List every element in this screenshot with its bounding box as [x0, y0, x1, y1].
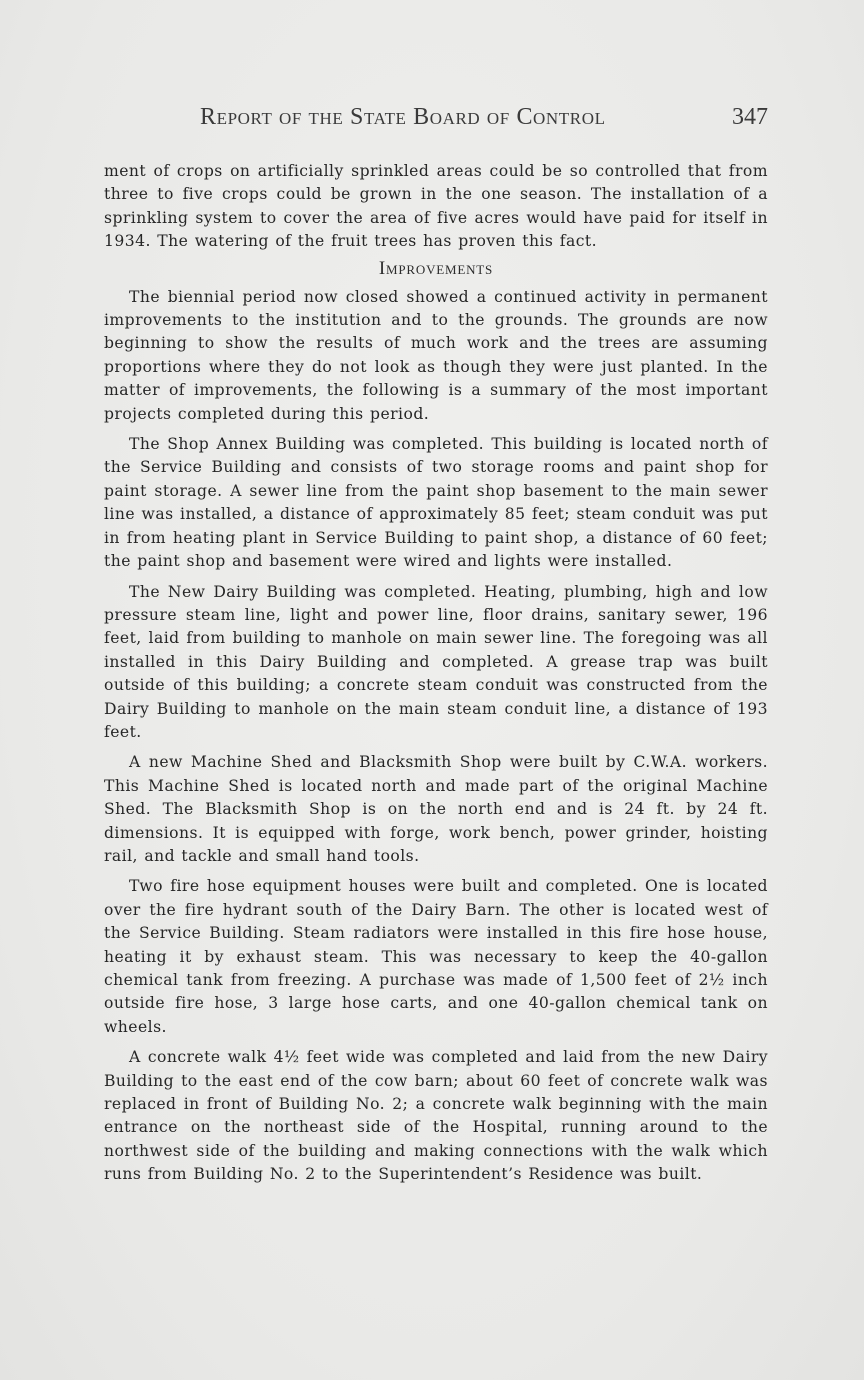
body-text	[104, 160, 768, 1194]
running-title: Report of the State Board of Control	[200, 104, 606, 130]
continued-paragraph: ment of crops on artificially sprinkled areas could be so controlled that from three to five crops could be grown in the one season. The installation of a sprinkling system to cover the area of five acres would have paid for itself in 1934. The watering of the fruit trees has proven this fact.	[104, 162, 768, 251]
paragraph-intro: The biennial period now closed showed a continued activity in permanent improvements to the institution and to the grounds. The grounds are now beginning to show the results of much work and the trees are assuming proportions where they do not look as though they were just planted. In the matter of improvements, the following is a summary of the most important projects completed during this period.	[104, 287, 768, 423]
paragraph-concrete-walk: A concrete walk 4½ feet wide was completed and laid from the new Dairy Building to the east end of the cow barn; about 60 feet of concrete walk was replaced in front of Building No. 2; a concrete walk beginning with the main entrance on the northeast side of the Hospital, running around to the northwest side of the building and making connections with the walk which runs from Building No. 2 to the Superintendent’s Residence was built.	[104, 1048, 768, 1184]
running-head	[104, 104, 768, 140]
paragraph-dairy-building: The New Dairy Building was completed. Heating, plumbing, high and low pressure steam line, light and power line, floor drains, sanitary sewer, 196 feet, laid from building to manhole on main sewer line. The foregoing was all installed in this Dairy Building and completed. A grease trap was built outside of this building; a concrete steam conduit was constructed from the Dairy Building to manhole on the main steam conduit line, a distance of 193 feet.	[104, 582, 768, 741]
paragraph-machine-shed: A new Machine Shed and Blacksmith Shop were built by C.W.A. workers. This Machine Shed is located north and made part of the original Machine Shed. The Blacksmith Shop is on the north end and is 24 ft. by 24 ft. dimensions. It is equipped with forge, work bench, power grinder, hoisting rail, and tackle and small hand tools.	[104, 753, 768, 865]
paragraph-fire-hose: Two fire hose equipment houses were built and completed. One is located over the fire hydrant south of the Dairy Barn. The other is located west of the Service Building. Steam radiators were installed in this fire hose house, heating it by exhaust steam. This was necessary to keep the 40-gallon chemical tank from freezing. A purchase was made of 1,500 feet of 2½ inch outside fire hose, 3 large hose carts, and one 40-gallon chemical tank on wheels.	[104, 877, 768, 1036]
paragraph-shop-annex: The Shop Annex Building was completed. This building is located north of the Service Building and consists of two storage rooms and paint shop for paint storage. A sewer line from the paint shop basement to the main sewer line was installed, a distance of approximately 85 feet; steam conduit was put in from heating plant in Service Building to paint shop, a distance of 60 feet; the paint shop and basement were wired and lights were installed.	[104, 435, 768, 571]
page-number: 347	[732, 104, 768, 130]
section-heading: Improvements	[378, 257, 494, 279]
